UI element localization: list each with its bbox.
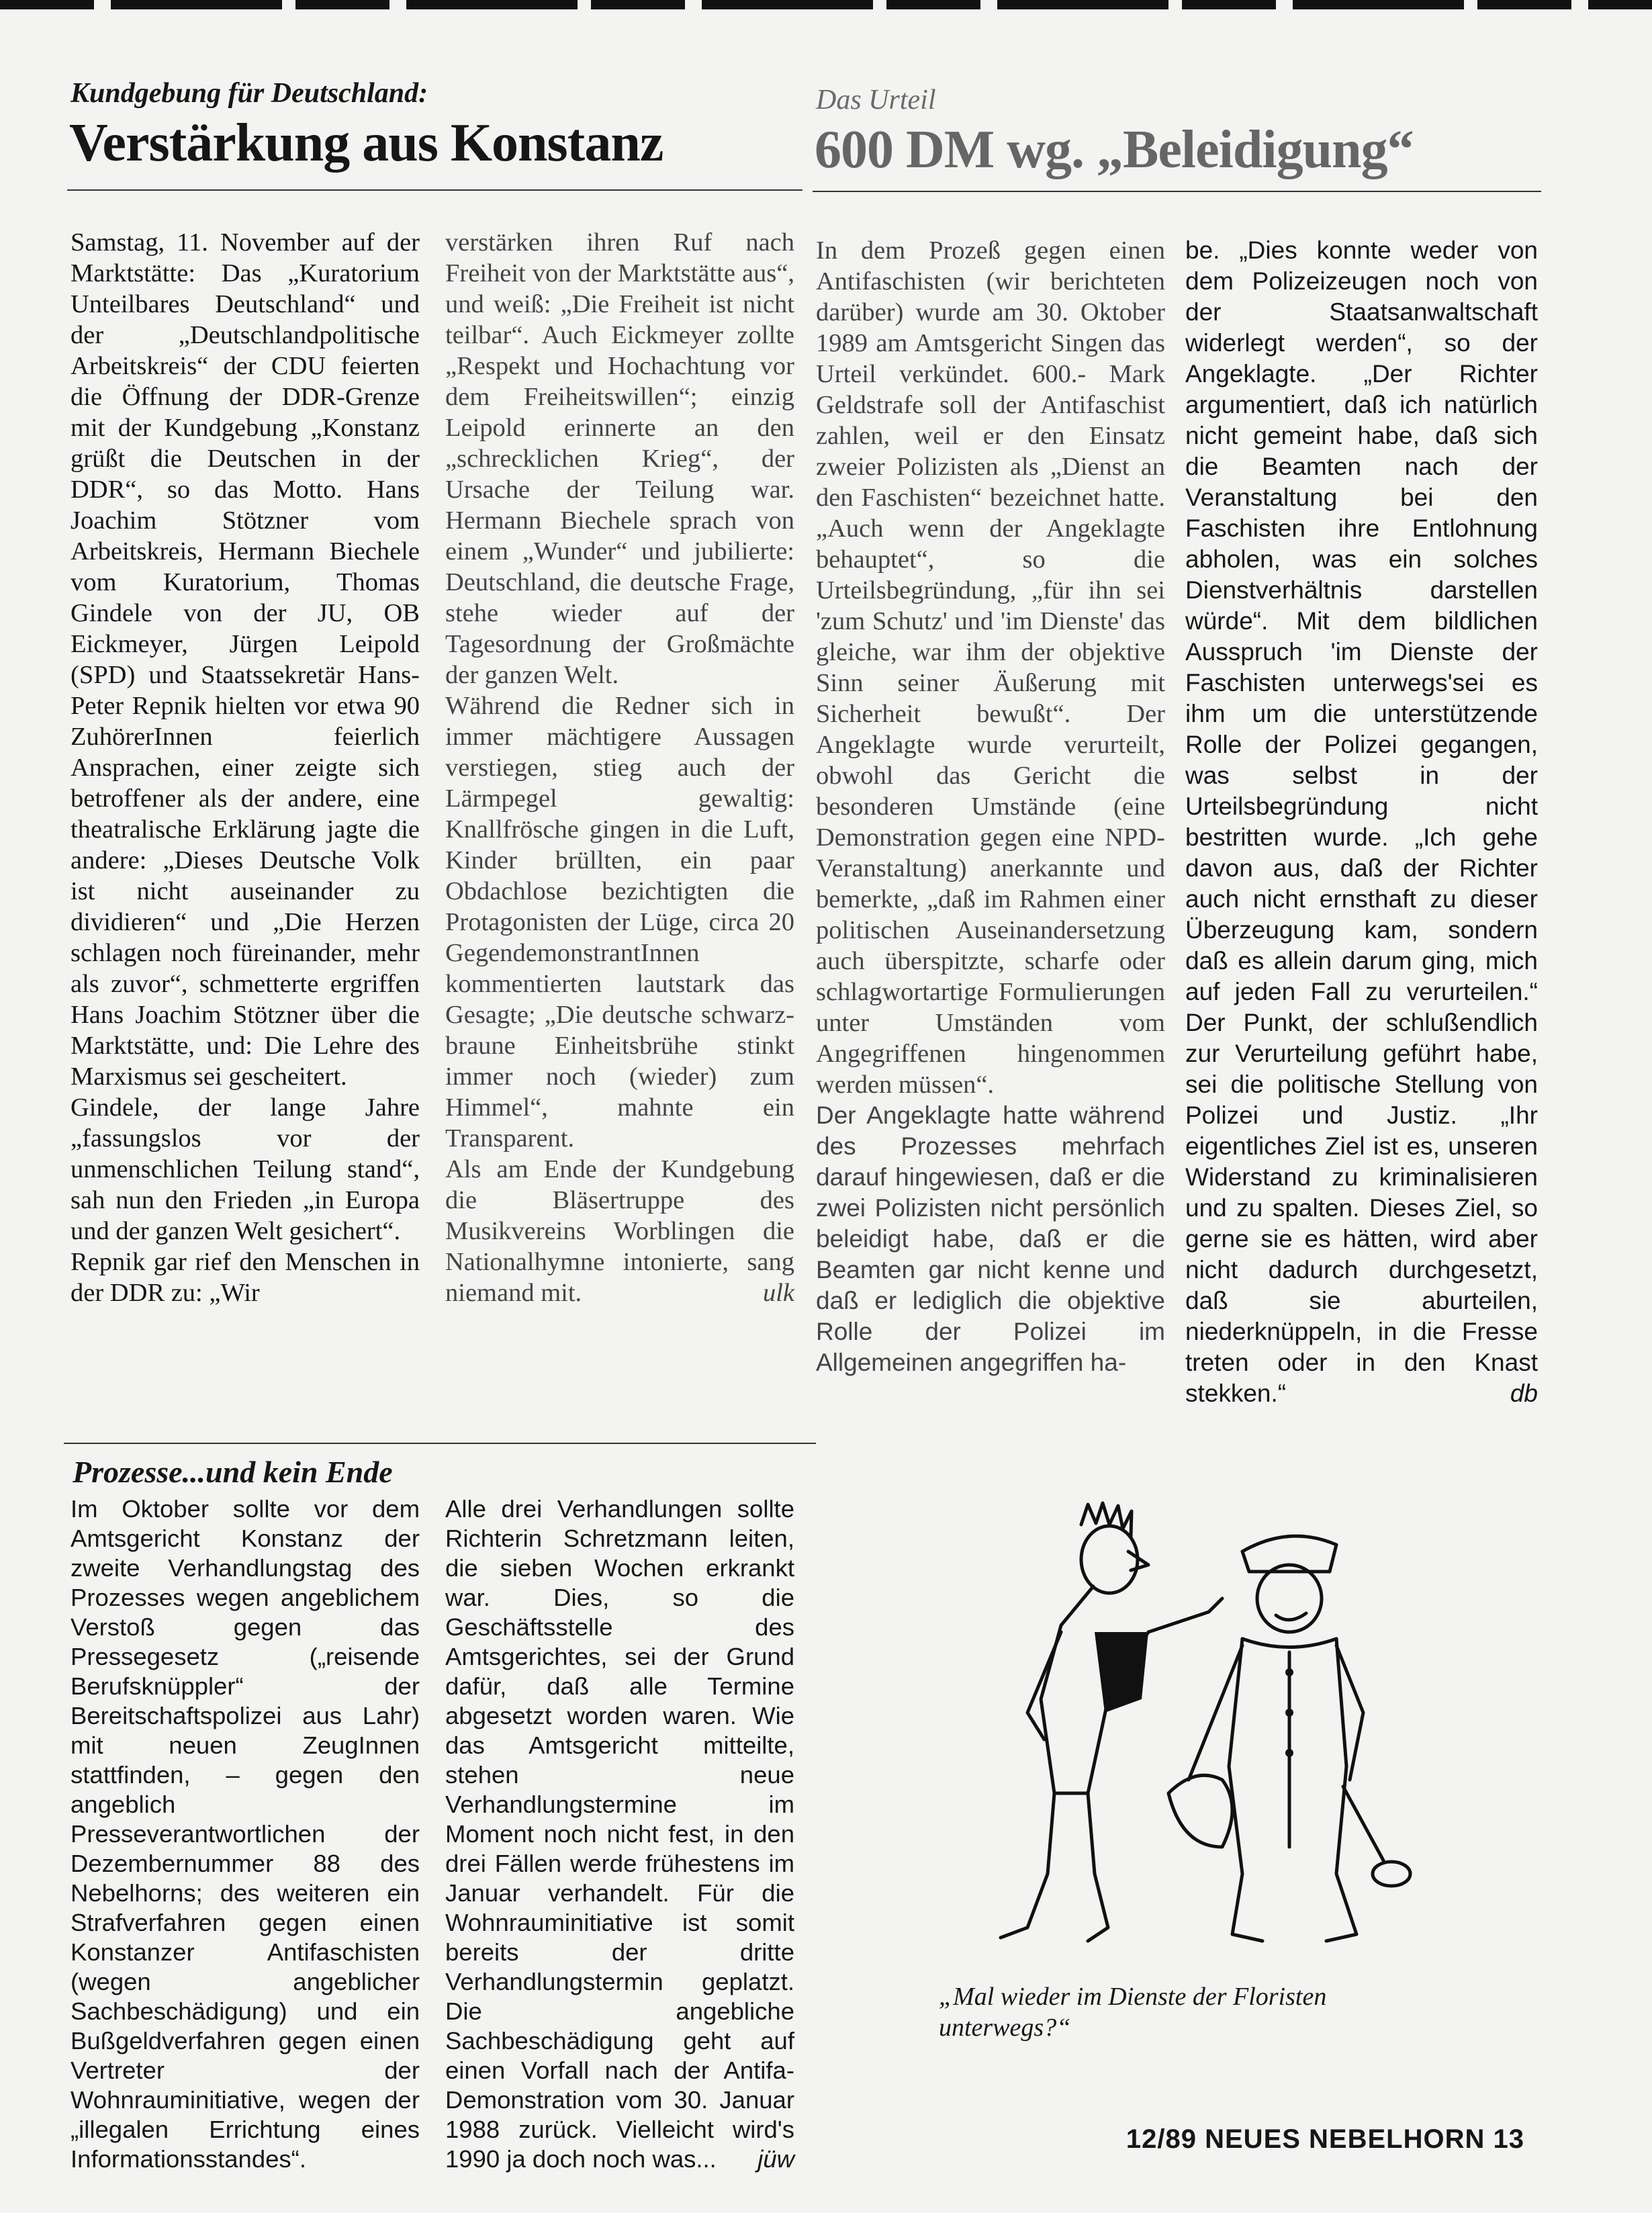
right-headline: 600 DM wg. „Beleidigung“ [815,120,1414,179]
paragraph: Samstag, 11. November auf der Marktstätte: Das „Kuratorium Unteilbares Deutschland“ und der „Deutschlandpolitische Arbeitskreis“ der CDU feierten die Öffnung der DDR-Grenze mit der Kundgebung „Konstanz grüßt die Deutschen in der DDR“, so das Motto. Hans Joachim Stötzner vom Arbeitskreis, Hermann Biechele vom Kuratorium, Thomas Gindele von der JU, OB Eickmeyer, Jürgen Leipold (SPD) und Staatssekretär Hans-Peter Repnik hielten vor etwa 90 ZuhörerInnen feierlich Ansprachen, einer zeigte sich betroffener als der andere, eine theatralische Erklärung jagte die andere: „Dieses Deutsche Volk ist nicht auseinander zu dividieren“ und „Die Herzen schlagen noch füreinander, mehr als zuvor“, schmetterte ergriffen Hans Joachim Stötzner über die Marktstätte, und: Die Lehre des Marxismus sei gescheitert. [71,228,420,1091]
right-kicker: Das Urteil [816,85,936,116]
bottom-article-column-1 [71,1494,420,2173]
top-border [0,0,1652,9]
bottom-article-column-2 [445,1494,794,2173]
author-signature: db [1510,1380,1538,1407]
left-headline: Verstärkung aus Konstanz [69,114,663,173]
left-kicker: Kundgebung für Deutschland: [71,78,428,109]
paragraph: Der Angeklagte hatte während des Prozesses mehrfach darauf hingewiesen, daß er die zwei Polizisten nicht persönlich beleidigt habe, daß er die Beamten gar nicht kenne und daß er lediglich die objektive Rolle der Polizei im Allgemeinen angegriffen ha- [816,1101,1165,1376]
right-article-column-2 [1185,235,1538,1444]
paragraph: verstärken ihren Ruf nach Freiheit von der Marktstätte aus“, und weiß: „Die Freiheit ist nicht teilbar“. Auch Eickmeyer zollte „Respekt und Hochachtung vor dem Freiheitswillen“; einzig Leipold erinnerte an den „schrecklichen Krieg“, der Ursache der Teilung war. Hermann Biechele sprach von einem „Wunder“ und jubilierte: Deutschland, die deutsche Frage, stehe wieder auf der Tagesordnung der Großmächte der ganzen Welt. [445,228,794,689]
bottom-article-rule [64,1443,816,1444]
cartoon-illustration [927,1498,1545,1954]
paragraph: Als am Ende der Kundgebung die Bläsertruppe des Musikvereins Worblingen die Nationalhymne intonierte, sang niemand mit. ulk [445,1155,794,1307]
left-article-column-1 [71,227,420,1429]
left-headline-rule [67,189,802,191]
page-footer: 12/89 NEUES NEBELHORN 13 [1126,2124,1524,2154]
right-headline-rule [813,191,1541,192]
paragraph: In dem Prozeß gegen einen Antifaschisten (wir berichteten darüber) wurde am 30. Oktober 1989 am Amtsgericht Singen das Urteil verkündet. 600.- Mark Geldstrafe soll der Antifaschist zahlen, weil er den Einsatz zweier Polizisten als „Dienst an den Faschisten“ bezeichnet hatte. „Auch wenn der Angeklagte behauptet“, so die Urteilsbegründung, „für ihn sei 'zum Schutz' und 'im Dienste' das gleiche, war ihm der objektive Sinn seiner Äußerung mit Sicherheit bewußt“. Der Angeklagte wurde verurteilt, obwohl das Gericht die besonderen Umstände (eine Demonstration gegen eine NPD-Veranstaltung) anerkannte und bemerkte, „daß im Rahmen einer politischen Auseinandersetzung auch überspitzte, scharfe oder schlagwortartige Formulierungen unter Umständen vom Angegriffenen hingenommen werden müssen“. [816,236,1165,1099]
bottom-headline: Prozesse...und kein Ende [73,1455,393,1489]
paragraph: Alle drei Verhandlungen sollte Richterin Schretzmann leiten, die sieben Wochen erkrankt war. Dies, so die Geschäftsstelle des Amtsgerichtes, sei der Grund dafür, daß alle Termine abgesetzt worden waren. Wie das Amtsgericht mitteilte, stehen neue Verhandlungstermine im Moment noch nicht fest, in den drei Fällen werde frühestens im Januar verhandelt. Für die Wohnrauminitiative ist somit bereits der dritte Verhandlungstermin geplatzt. Die angebliche Sachbeschädigung geht auf einen Vorfall nach der Antifa-Demonstration vom 30. Januar 1988 zurück. Vielleicht wird's 1990 ja doch noch was... jüw [445,1495,794,2173]
paragraph: Im Oktober sollte vor dem Amtsgericht Konstanz der zweite Verhandlungstag des Prozesses wegen angeblichem Verstoß gegen das Pressegesetz („reisende Berufsknüppler“ der Bereitschaftspolizei aus Lahr) mit neuen ZeugInnen stattfinden, – gegen den angeblich Presseverantwortlichen der Dezembernummer 88 des Nebelhorns; des weiteren ein Strafverfahren gegen einen Konstanzer Antifaschisten (wegen angeblicher Sachbeschädigung) und ein Bußgeldverfahren gegen einen Vertreter der Wohnrauminitiative, wegen der „illegalen Errichtung eines Informationsstandes“. [71,1495,420,2173]
author-signature: ulk [762,1279,794,1307]
author-signature: jüw [758,2145,794,2173]
paragraph: be. „Dies konnte weder von dem Polizeizeugen noch von der Staatsanwaltschaft widerlegt werden“, so der Angeklagte. „Der Richter argumentiert, daß ich natürlich nicht gemeint habe, daß sich die Beamten nach der Veranstaltung bei den Faschisten ihre Entlohnung abholen, was ein solches Dienstverhältnis darstellen würde“. Mit dem bildlichen Ausspruch 'im Dienste der Faschisten unterwegs'sei es ihm um die unterstützende Rolle der Polizei gegangen, was selbst in der Urteilsbegründung nicht bestritten wurde. „Ich gehe davon aus, daß der Richter auch nicht ernsthaft zu dieser Überzeugung kam, sondern daß es allein darum ging, mich auf jeden Fall zu verurteilen.“ Der Punkt, der schlußendlich zur Verurteilung geführt habe, sei die politische Stellung von Polizei und Justiz. „Ihr eigentliches Ziel ist es, unseren Widerstand zu kriminalisieren und zu spalten. Dieses Ziel, so gerne sie es hätten, wird aber nicht dadurch durchgesetzt, daß sie aburteilen, niederknüppeln, in die Fresse treten oder in den Knast stekken.“ db [1185,235,1538,1409]
cartoon-caption: „Mal wieder im Dienste der Floristen unterwegs?“ [939,1983,1327,2042]
paragraph: Repnik gar rief den Menschen in der DDR zu: „Wir [71,1248,420,1307]
paragraph: Gindele, der lange Jahre „fassungslos vor der unmenschlichen Teilung stand“, sah nun den Frieden „in Europa und der ganzen Welt gesichert“. [71,1093,420,1245]
left-article-column-2 [445,227,794,1396]
paragraph: Während die Redner sich in immer mächtigere Aussagen verstiegen, stieg auch der Lärmpegel gewaltig: Knallfrösche gingen in die Luft, Kinder brüllten, ein paar Obdachlose bezichtigten die Protagonisten der Lüge, circa 20 GegendemonstrantInnen kommentierten lautstark das Gesagte; „Die deutsche schwarz-braune Einheitsbrühe stinkt immer noch (wieder) zum Himmel“, mahnte ein Transparent. [445,692,794,1153]
right-article-column-1 [816,235,1165,1478]
